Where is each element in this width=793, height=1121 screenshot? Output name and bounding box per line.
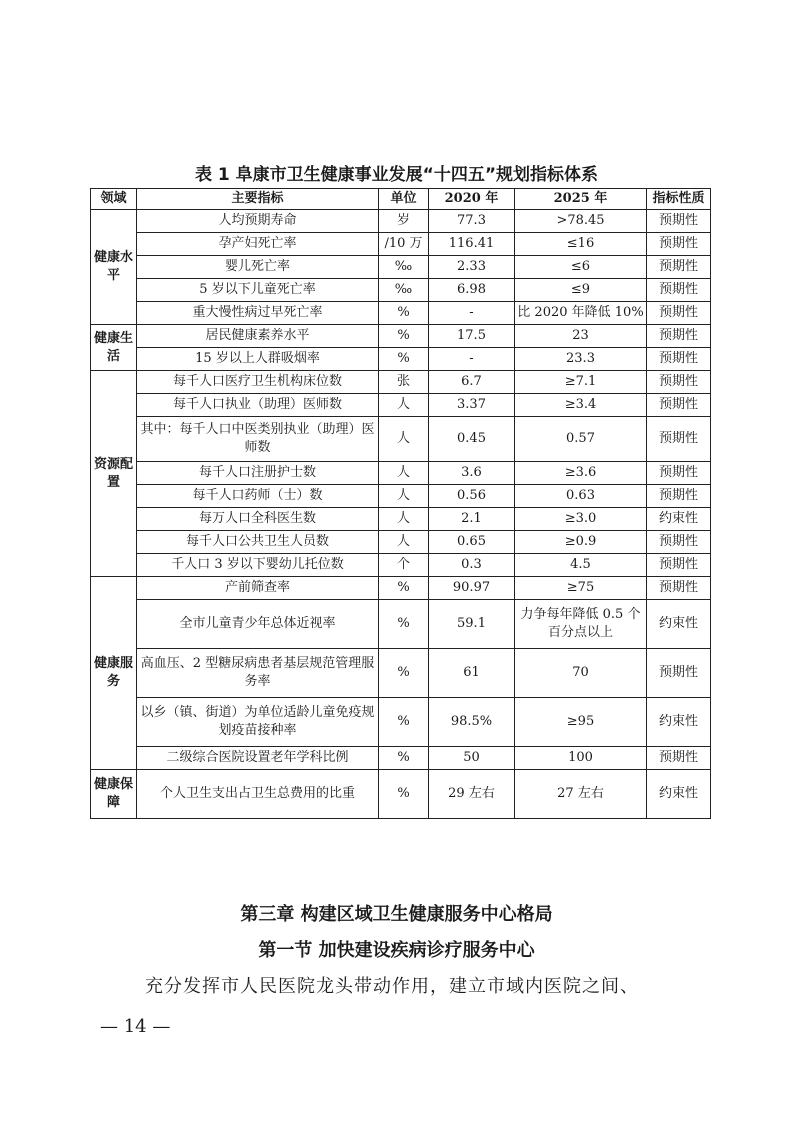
nature-cell: 预期性 [647,462,711,485]
unit-cell: ‰ [379,256,429,279]
table-row [91,747,711,770]
indicator-cell: 二级综合医院设置老年学科比例 [137,747,379,770]
indicator-cell: 全市儿童青少年总体近视率 [137,600,379,649]
indicator-table [90,188,711,819]
body-paragraph: 充分发挥市人民医院龙头带动作用，建立市域内医院之间、 [145,976,639,997]
indicator-cell: 每千人口执业（助理）医师数 [137,394,379,417]
value-2020-cell: 77.3 [429,210,515,233]
value-2025-cell: 70 [515,649,647,698]
value-2025-cell: ≥7.1 [515,371,647,394]
unit-cell: % [379,649,429,698]
nature-cell: 约束性 [647,698,711,747]
value-2020-cell: 2.33 [429,256,515,279]
value-2025-cell: ≥0.9 [515,531,647,554]
chapter-title: 第三章 构建区域卫生健康服务中心格局 [240,904,553,925]
table-row [91,371,711,394]
value-2025-cell: ≤16 [515,233,647,256]
domain-cell: 健康服务 [91,577,137,770]
indicator-cell: 人均预期寿命 [137,210,379,233]
table-row [91,600,711,649]
indicator-cell: 高血压、2 型糖尿病患者基层规范管理服务率 [137,649,379,698]
indicator-cell: 重大慢性病过早死亡率 [137,302,379,325]
header-unit: 单位 [379,189,429,210]
domain-cell: 健康保障 [91,770,137,819]
indicator-cell: 个人卫生支出占卫生总费用的比重 [137,770,379,819]
nature-cell: 预期性 [647,256,711,279]
value-2020-cell: - [429,302,515,325]
page-number: — 14 — [100,1016,171,1037]
indicator-cell: 15 岁以上人群吸烟率 [137,348,379,371]
unit-cell: ‰ [379,279,429,302]
table-row [91,210,711,233]
unit-cell: % [379,302,429,325]
unit-cell: % [379,325,429,348]
value-2025-cell: ≥3.0 [515,508,647,531]
value-2020-cell: 50 [429,747,515,770]
nature-cell: 预期性 [647,394,711,417]
table-row [91,577,711,600]
indicator-cell: 每千人口药师（士）数 [137,485,379,508]
nature-cell: 预期性 [647,371,711,394]
value-2025-cell: ≥95 [515,698,647,747]
value-2025-cell: 比 2020 年降低 10% [515,302,647,325]
table-row [91,554,711,577]
nature-cell: 约束性 [647,508,711,531]
indicator-cell: 以乡（镇、街道）为单位适龄儿童免疫规划疫苗接种率 [137,698,379,747]
table-header-row [91,189,711,210]
unit-cell: % [379,747,429,770]
indicator-cell: 产前筛查率 [137,577,379,600]
value-2025-cell: 力争每年降低 0.5 个百分点以上 [515,600,647,649]
table-row [91,325,711,348]
section-title: 第一节 加快建设疾病诊疗服务中心 [258,940,535,961]
value-2020-cell: 0.3 [429,554,515,577]
indicator-cell: 每万人口全科医生数 [137,508,379,531]
indicator-cell: 每千人口公共卫生人员数 [137,531,379,554]
indicator-cell: 孕产妇死亡率 [137,233,379,256]
unit-cell: 岁 [379,210,429,233]
domain-cell: 健康水平 [91,210,137,325]
table-row [91,417,711,462]
table-row [91,279,711,302]
value-2025-cell: 100 [515,747,647,770]
unit-cell: % [379,698,429,747]
value-2020-cell: 90.97 [429,577,515,600]
header-indicator: 主要指标 [137,189,379,210]
value-2020-cell: 61 [429,649,515,698]
value-2020-cell: 6.7 [429,371,515,394]
unit-cell: 人 [379,531,429,554]
value-2020-cell: 98.5% [429,698,515,747]
value-2020-cell: 116.41 [429,233,515,256]
unit-cell: % [379,577,429,600]
nature-cell: 预期性 [647,747,711,770]
value-2020-cell: 17.5 [429,325,515,348]
table-row [91,302,711,325]
unit-cell: 个 [379,554,429,577]
table-row [91,233,711,256]
indicator-cell: 每千人口医疗卫生机构床位数 [137,371,379,394]
value-2025-cell: 0.63 [515,485,647,508]
nature-cell: 预期性 [647,485,711,508]
nature-cell: 预期性 [647,325,711,348]
value-2020-cell: 3.6 [429,462,515,485]
nature-cell: 预期性 [647,233,711,256]
nature-cell: 预期性 [647,348,711,371]
value-2025-cell: >78.45 [515,210,647,233]
nature-cell: 预期性 [647,417,711,462]
nature-cell: 约束性 [647,770,711,819]
header-domain: 领域 [91,189,137,210]
table-row [91,531,711,554]
value-2020-cell: 59.1 [429,600,515,649]
indicator-cell: 5 岁以下儿童死亡率 [137,279,379,302]
value-2020-cell: 3.37 [429,394,515,417]
nature-cell: 预期性 [647,554,711,577]
indicator-cell: 居民健康素养水平 [137,325,379,348]
value-2025-cell: ≥3.6 [515,462,647,485]
table-row [91,649,711,698]
nature-cell: 预期性 [647,210,711,233]
value-2025-cell: 0.57 [515,417,647,462]
value-2020-cell: 0.56 [429,485,515,508]
unit-cell: 人 [379,394,429,417]
nature-cell: 预期性 [647,531,711,554]
unit-cell: % [379,600,429,649]
unit-cell: % [379,348,429,371]
value-2020-cell: 2.1 [429,508,515,531]
table-row [91,770,711,819]
value-2025-cell: 27 左右 [515,770,647,819]
nature-cell: 预期性 [647,279,711,302]
nature-cell: 约束性 [647,600,711,649]
value-2025-cell: ≤9 [515,279,647,302]
domain-cell: 资源配置 [91,371,137,577]
header-2025: 2025 年 [515,189,647,210]
table-row [91,394,711,417]
header-2020: 2020 年 [429,189,515,210]
indicator-cell: 其中：每千人口中医类别执业（助理）医师数 [137,417,379,462]
header-nature: 指标性质 [647,189,711,210]
value-2025-cell: ≥75 [515,577,647,600]
table-row [91,256,711,279]
nature-cell: 预期性 [647,577,711,600]
indicator-cell: 千人口 3 岁以下婴幼儿托位数 [137,554,379,577]
unit-cell: 人 [379,485,429,508]
indicator-cell: 每千人口注册护士数 [137,462,379,485]
table-row [91,462,711,485]
value-2025-cell: ≥3.4 [515,394,647,417]
unit-cell: /10 万 [379,233,429,256]
unit-cell: 人 [379,417,429,462]
nature-cell: 预期性 [647,302,711,325]
domain-cell: 健康生活 [91,325,137,371]
value-2025-cell: 4.5 [515,554,647,577]
table-title: 表 1 阜康市卫生健康事业发展“十四五”规划指标体系 [194,165,598,185]
value-2020-cell: 29 左右 [429,770,515,819]
unit-cell: 张 [379,371,429,394]
table-row [91,348,711,371]
value-2025-cell: ≤6 [515,256,647,279]
table-row [91,485,711,508]
nature-cell: 预期性 [647,649,711,698]
table-row [91,508,711,531]
value-2025-cell: 23 [515,325,647,348]
table-row [91,698,711,747]
indicator-cell: 婴儿死亡率 [137,256,379,279]
unit-cell: 人 [379,462,429,485]
value-2020-cell: 0.45 [429,417,515,462]
value-2025-cell: 23.3 [515,348,647,371]
unit-cell: 人 [379,508,429,531]
value-2020-cell: - [429,348,515,371]
unit-cell: % [379,770,429,819]
value-2020-cell: 0.65 [429,531,515,554]
value-2020-cell: 6.98 [429,279,515,302]
